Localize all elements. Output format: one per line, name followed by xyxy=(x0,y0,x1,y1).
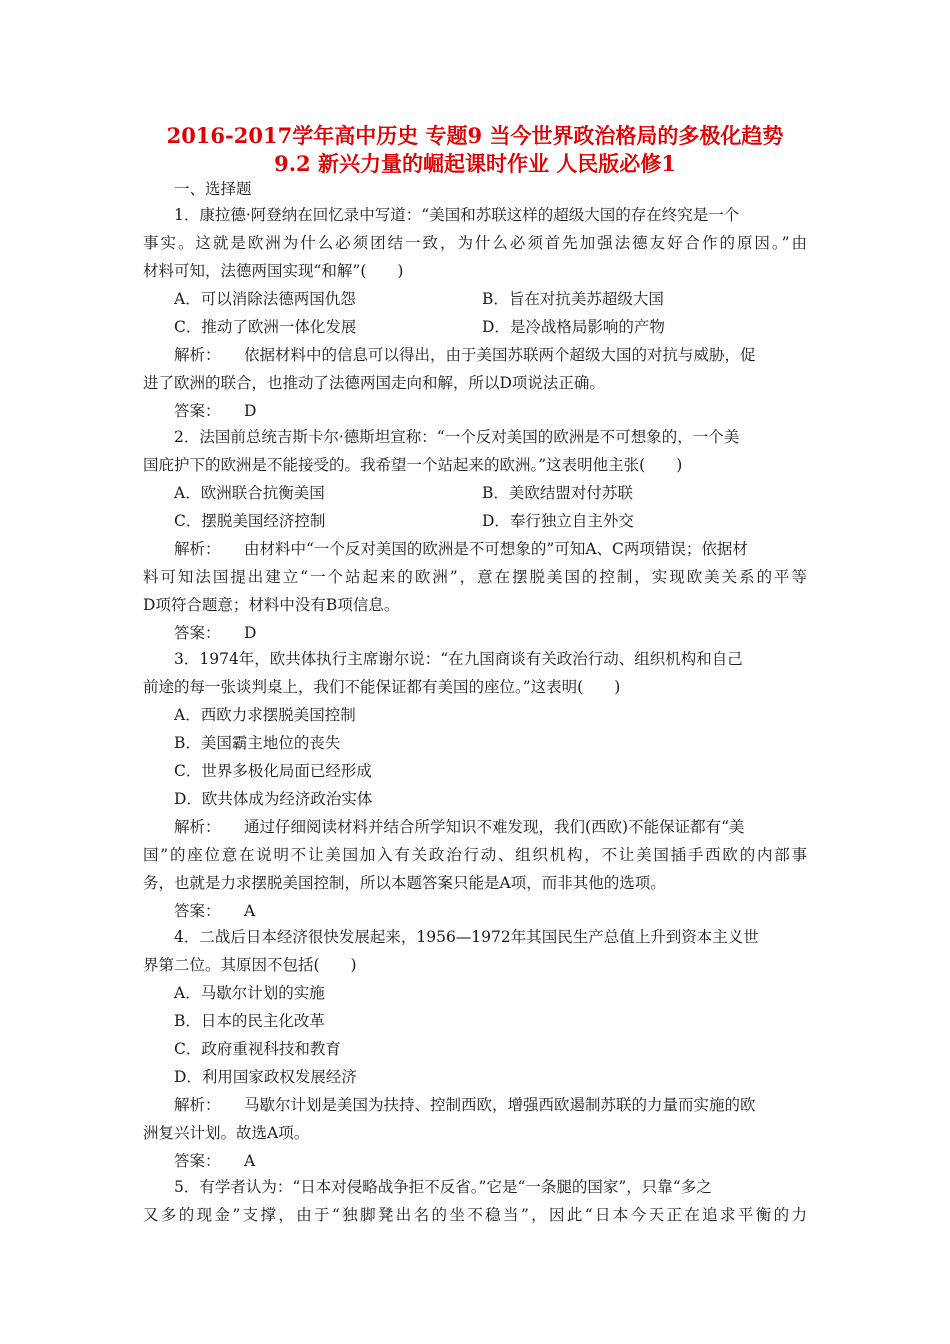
q3-analysis-line-3: 务，也就是力求摆脱美国控制，所以本题答案只能是A项，而非其他的选项。 xyxy=(143,874,666,892)
q1-option-d: D．是冷战格局影响的产物 xyxy=(482,318,665,336)
q1-stem-line-1: 1．康拉德·阿登纳在回忆录中写道：“美国和苏联这样的超级大国的存在终究是一个 xyxy=(174,206,740,224)
analysis-label: 解析： xyxy=(174,818,221,836)
section-heading: 一、选择题 xyxy=(174,180,252,198)
q4-option-d: D．利用国家政权发展经济 xyxy=(174,1068,357,1086)
q2-answer xyxy=(174,619,256,647)
q2-option-a: A．欧洲联合抗衡美国 xyxy=(174,484,325,502)
q1-option-a: A．可以消除法德两国仇怨 xyxy=(174,290,356,308)
q4-analysis-line-1 xyxy=(174,1091,756,1119)
q2-analysis-text-1: 由材料中“一个反对美国的欧洲是不可想象的”可知A、C两项错误；依据材 xyxy=(244,540,748,558)
q4-option-b: B．日本的民主化改革 xyxy=(174,1012,325,1030)
q4-analysis-text-1: 马歇尔计划是美国为扶持、控制西欧，增强西欧遏制苏联的力量而实施的欧 xyxy=(244,1096,756,1114)
q3-analysis-text-1: 通过仔细阅读材料并结合所学知识不难发现，我们(西欧)不能保证都有“美 xyxy=(244,818,745,836)
q2-option-c: C．摆脱美国经济控制 xyxy=(174,512,326,530)
q4-option-c: C．政府重视科技和教育 xyxy=(174,1040,341,1058)
q3-analysis-line-2: 国”的座位意在说明不让美国加入有关政治行动、组织机构，不让美国插手西欧的内部事 xyxy=(143,846,807,864)
q2-option-b: B．美欧结盟对付苏联 xyxy=(482,484,633,502)
q1-analysis-text-1: 依据材料中的信息可以得出，由于美国苏联两个超级大国的对抗与威胁，促 xyxy=(244,346,756,364)
q4-answer xyxy=(174,1147,255,1175)
q3-option-c: C．世界多极化局面已经形成 xyxy=(174,762,372,780)
q1-analysis-line-2: 进了欧洲的联合，也推动了法德两国走向和解，所以D项说法正确。 xyxy=(143,374,605,392)
q1-stem-line-3: 材料可知，法德两国实现“和解”( ) xyxy=(143,262,404,280)
analysis-label: 解析： xyxy=(174,1096,221,1114)
q4-stem-line-2: 界第二位。其原因不包括( ) xyxy=(143,956,357,974)
answer-label: 答案： xyxy=(174,1152,221,1170)
answer-label: 答案： xyxy=(174,902,221,920)
q3-option-a: A．西欧力求摆脱美国控制 xyxy=(174,706,356,724)
q4-stem-line-1: 4．二战后日本经济很快发展起来，1956—1972年其国民生产总值上升到资本主义世 xyxy=(174,928,759,946)
q5-stem-line-2: 又多的现金”支撑，由于“独脚凳出名的坐不稳当”，因此“日本今天正在追求平衡的力 xyxy=(143,1206,807,1224)
answer-label: 答案： xyxy=(174,624,221,642)
q3-stem-line-2: 前途的每一张谈判桌上，我们不能保证都有美国的座位。”这表明( ) xyxy=(143,678,621,696)
q1-analysis-line-1 xyxy=(174,341,756,369)
q3-answer xyxy=(174,897,255,925)
q3-analysis-line-1 xyxy=(174,813,745,841)
document-title-line-2: 9.2 新兴力量的崛起课时作业 人民版必修1 xyxy=(274,151,676,176)
q5-stem-line-1: 5．有学者认为：“日本对侵略战争拒不反省。”它是“一条腿的国家”，只靠“多之 xyxy=(174,1178,712,1196)
q2-answer-value: D xyxy=(244,624,257,642)
q2-analysis-line-1 xyxy=(174,535,748,563)
q3-stem-line-1: 3．1974年，欧共体执行主席谢尔说：“在九国商谈有关政治行动、组织机构和自己 xyxy=(174,650,743,668)
q3-option-b: B．美国霸主地位的丧失 xyxy=(174,734,341,752)
q3-answer-value: A xyxy=(244,902,256,920)
q1-stem-line-2: 事实。这就是欧洲为什么必须团结一致，为什么必须首先加强法德友好合作的原因。”由 xyxy=(143,234,807,252)
document-title-line-1: 2016-2017学年高中历史 专题9 当今世界政治格局的多极化趋势 xyxy=(166,123,784,148)
analysis-label: 解析： xyxy=(174,346,221,364)
q2-option-d: D．奉行独立自主外交 xyxy=(482,512,634,530)
q4-analysis-line-2: 洲复兴计划。故选A项。 xyxy=(143,1124,310,1142)
q3-option-d: D．欧共体成为经济政治实体 xyxy=(174,790,373,808)
q2-stem-line-2: 国庇护下的欧洲是不能接受的。我希望一个站起来的欧洲。”这表明他主张( ) xyxy=(143,456,683,474)
q1-answer-value: D xyxy=(244,402,257,420)
q1-option-b: B．旨在对抗美苏超级大国 xyxy=(482,290,664,308)
analysis-label: 解析： xyxy=(174,540,221,558)
answer-label: 答案： xyxy=(174,402,221,420)
q1-option-c: C．推动了欧洲一体化发展 xyxy=(174,318,357,336)
q2-analysis-line-3: D项符合题意；材料中没有B项信息。 xyxy=(143,596,400,614)
q1-answer xyxy=(174,397,256,425)
q2-analysis-line-2: 料可知法国提出建立“一个站起来的欧洲”，意在摆脱美国的控制，实现欧美关系的平等 xyxy=(143,568,807,586)
q4-answer-value: A xyxy=(244,1152,256,1170)
q4-option-a: A．马歇尔计划的实施 xyxy=(174,984,325,1002)
q2-stem-line-1: 2．法国前总统吉斯卡尔·德斯坦宣称：“一个反对美国的欧洲是不可想象的，一个美 xyxy=(174,428,740,446)
